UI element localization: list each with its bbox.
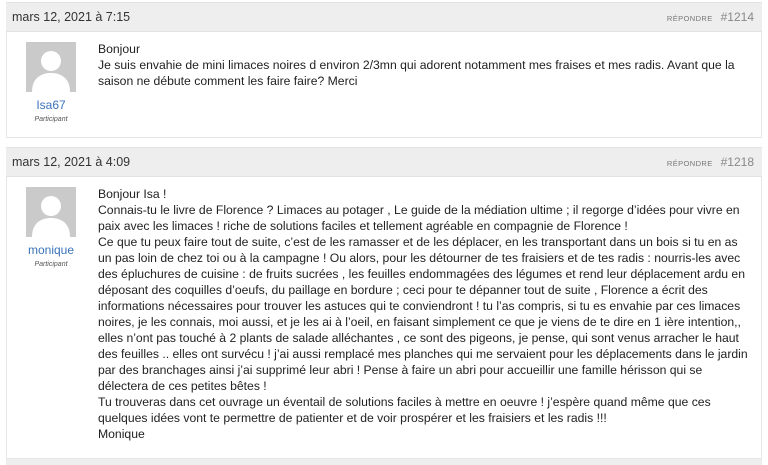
post-header bbox=[6, 2, 762, 32]
post-text-line: Je suis envahie de mini limaces noires d environ 2/3mn qui adorent notamment mes fraises et mes radis. Avant que la bbox=[98, 58, 735, 72]
author-name[interactable]: monique bbox=[27, 243, 75, 257]
post-text-line: informations nécessaires pour trouver les astuces qui te conviendront ! tu l’as compris, si tu es envahie par ces limaces bbox=[98, 299, 741, 313]
post-text-line: des épluchures de cuisine : de fruits sucrées , les feuilles endommagées des légumes et rend leur déplacement ardu en bbox=[98, 267, 745, 281]
author-name[interactable]: Isa67 bbox=[36, 98, 66, 112]
post-text-line: Connais-tu le livre de Florence ? Limaces au potager , Le guide de la médiation ultime ; il regorge d’idées pour vivre en bbox=[98, 203, 740, 217]
reply-link[interactable]: RÉPONDRE bbox=[666, 14, 713, 23]
author-role: Participant bbox=[34, 116, 68, 123]
post-text-line: saison ne débute comment les faire faire? Merci bbox=[98, 74, 358, 88]
post-header bbox=[6, 147, 762, 177]
post-text-line: déposant des coquilles d’oeufs, du paillage en bordure ; ceci pour te dépanner tout de suite , Florence a écrit des bbox=[98, 283, 708, 297]
post-body bbox=[6, 177, 762, 459]
post-text-line: noires, je les connais, moi aussi, et je les ai à l’oeil, en faisant simplement ce que je viens de te dire en 1 ière intention,, bbox=[98, 315, 741, 329]
post-body bbox=[6, 32, 762, 138]
post-text-line: Bonjour bbox=[98, 42, 141, 56]
post-text-line: Ce que tu peux faire tout de suite, c’est de les ramasser et de les déplacer, en les transportant dans un bois si tu en as bbox=[98, 235, 738, 249]
post-text-line: des feuilles .. elles ont survécu ! j’ai aussi remplacé mes planches qui me servaient pour les déplacements dans le jardin bbox=[98, 347, 748, 361]
post-text-line: paix avec les limaces ! riche de solutions faciles et tellement agréable en compagnie de Florence ! bbox=[98, 219, 628, 233]
post-date: mars 12, 2021 à 4:09 bbox=[12, 155, 131, 169]
post-text-line: par des branchages ainsi j’ai supprimé leur abri ! Pense à faire un abri pour accueillir une famille hérisson qui se bbox=[98, 363, 703, 377]
post-author bbox=[21, 187, 81, 268]
reply-link[interactable]: RÉPONDRE bbox=[666, 159, 713, 168]
post-date: mars 12, 2021 à 7:15 bbox=[12, 10, 131, 24]
default-avatar-icon bbox=[26, 187, 76, 237]
post-author bbox=[21, 42, 81, 123]
post-text-line: délectera de ces petites bêtes ! bbox=[98, 379, 267, 393]
avatar[interactable] bbox=[26, 187, 76, 237]
post-text-line: Monique bbox=[98, 427, 145, 441]
post-text-line: elles n’ont pas touché à 2 plants de salade alléchantes , ce sont des pigeons, je pense, qui sont venus arracher le haut bbox=[98, 331, 739, 345]
default-avatar-icon bbox=[26, 42, 76, 92]
post-content bbox=[98, 186, 749, 442]
avatar[interactable] bbox=[26, 42, 76, 92]
post-permalink[interactable]: #1218 bbox=[720, 155, 754, 169]
post-text-line: quelques idées vont te permettre de patienter et de voir prospérer et les fraisiers et les radis !!! bbox=[98, 411, 607, 425]
post-text-line: Tu trouveras dans cet ouvrage un éventail de solutions faciles à mettre en oeuvre ! j’espère quand même que ces bbox=[98, 395, 711, 409]
post-permalink[interactable]: #1214 bbox=[720, 10, 754, 24]
post-meta bbox=[667, 155, 754, 169]
next-post-header bbox=[6, 459, 762, 465]
post-text-line: Bonjour Isa ! bbox=[98, 187, 167, 201]
author-role: Participant bbox=[34, 261, 68, 268]
post-text-line: un pas loin de chez toi ou à la campagne ! Ou alors, pour les détourner de tes fraisiers et de tes radis : nourris-les avec bbox=[98, 251, 741, 265]
post-content bbox=[98, 41, 749, 89]
post-meta bbox=[667, 10, 754, 24]
